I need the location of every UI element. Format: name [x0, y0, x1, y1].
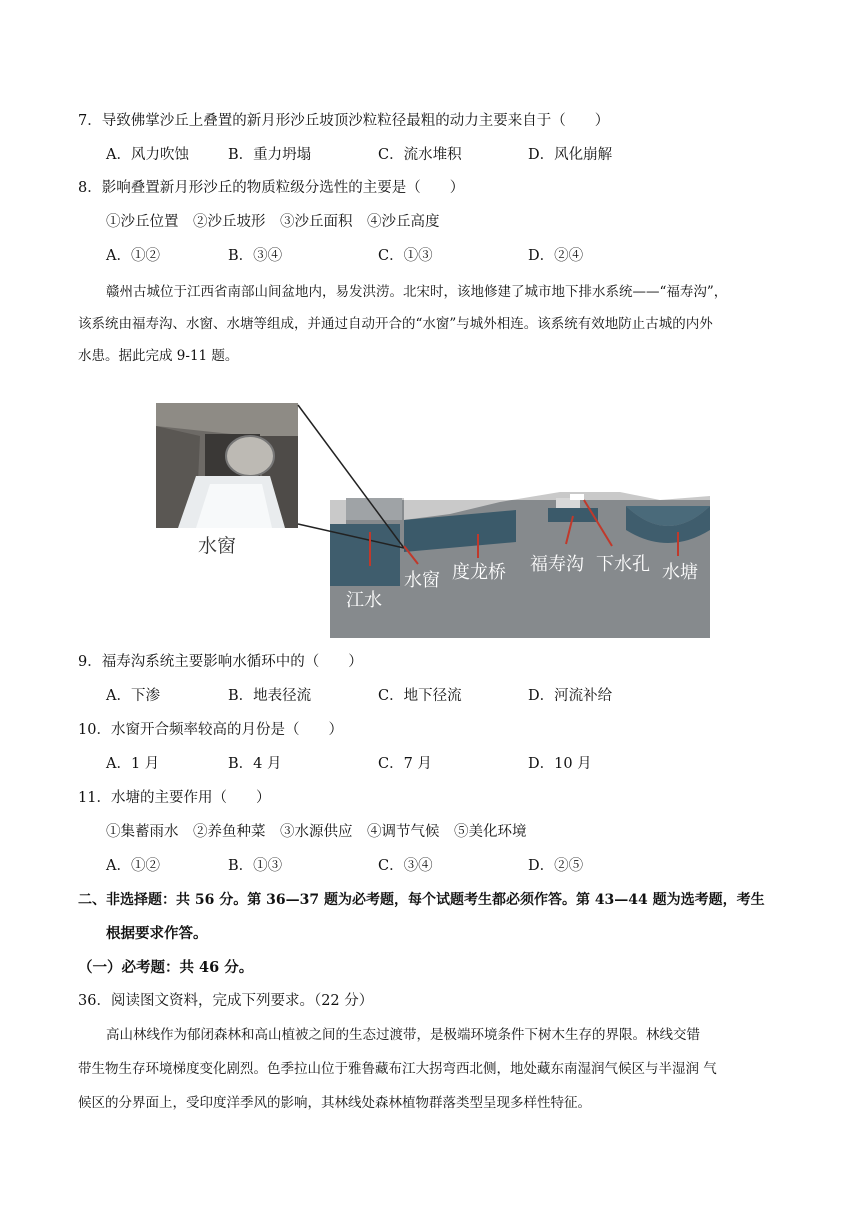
- q11-items: ①集蓄雨水 ②养鱼种菜 ③水源供应 ④调节气候 ⑤美化环境: [106, 824, 527, 840]
- q7-option-d[interactable]: D．风化崩解: [528, 147, 613, 163]
- q11-option-b[interactable]: B．①③: [228, 858, 283, 874]
- section2-heading-cont: 根据要求作答。: [106, 925, 208, 942]
- passage-line-1: 赣州古城位于江西省南部山间盆地内，易发洪涝。北宋时，该地修建了城市地下排水系统——“福寿沟”，: [106, 284, 728, 300]
- q8-option-c[interactable]: C．①③: [378, 248, 433, 264]
- q8-option-b[interactable]: B．③④: [228, 248, 283, 264]
- q11-stem: 11．水塘的主要作用（ ）: [78, 790, 271, 806]
- label-water-window: 水窗: [404, 570, 440, 591]
- q8-option-d[interactable]: D．②④: [528, 248, 584, 264]
- q10-option-c[interactable]: C．7 月: [378, 756, 432, 772]
- q7-option-b[interactable]: B．重力坍塌: [228, 147, 312, 163]
- q10-option-d[interactable]: D．10 月: [528, 756, 592, 772]
- q36-para-line-1: 高山林线作为郁闭森林和高山植被之间的生态过渡带，是极端环境条件下树木生存的界限。林线交错: [106, 1027, 700, 1043]
- label-dulong-bridge: 度龙桥: [452, 562, 506, 583]
- q8-items: ①沙丘位置 ②沙丘坡形 ③沙丘面积 ④沙丘高度: [106, 214, 440, 230]
- q9-stem: 9．福寿沟系统主要影响水循环中的（ ）: [78, 654, 363, 670]
- cross-section: [330, 492, 710, 638]
- section2-heading: 二、非选择题：共 56 分。第 36—37 题为必考题，每个试题考生都必须作答。第 43—44 题为选考题，考生: [78, 892, 765, 908]
- q9-option-b[interactable]: B．地表径流: [228, 688, 312, 704]
- q7-stem: 7．导致佛掌沙丘上叠置的新月形沙丘坡顶沙粒粒径最粗的动力主要来自于（ ）: [78, 113, 610, 129]
- q36-stem: 36．阅读图文资料，完成下列要求。（22 分）: [78, 993, 374, 1009]
- label-river: 江水: [346, 590, 382, 611]
- q11-option-a[interactable]: A．①②: [106, 858, 160, 874]
- q10-option-a[interactable]: A．1 月: [106, 756, 160, 772]
- label-fushou-ditch: 福寿沟: [530, 554, 584, 575]
- q11-option-c[interactable]: C．③④: [378, 858, 433, 874]
- water-window-photo: [156, 403, 298, 528]
- inset-label: 水窗: [198, 535, 237, 557]
- passage-line-3: 水患。据此完成 9-11 题。: [78, 348, 239, 364]
- fushou-drainage-figure: [0, 396, 860, 656]
- q8-option-a[interactable]: A．①②: [106, 248, 160, 264]
- q9-option-c[interactable]: C．地下径流: [378, 688, 462, 704]
- q7-option-a[interactable]: A．风力吹蚀: [106, 147, 189, 163]
- q10-stem: 10．水窗开合频率较高的月份是（ ）: [78, 722, 343, 738]
- q11-option-d[interactable]: D．②⑤: [528, 858, 584, 874]
- q36-para-line-3: 候区的分界面上，受印度洋季风的影响，其林线处森林植物群落类型呈现多样性特征。: [78, 1095, 591, 1111]
- label-drain-hole: 下水孔: [596, 554, 650, 575]
- q10-option-b[interactable]: B．4 月: [228, 756, 282, 772]
- q36-para-line-2: 带生物生存环境梯度变化剧烈。色季拉山位于雅鲁藏布江大拐弯西北侧，地处藏东南湿润气候区与半湿润 气: [78, 1061, 717, 1077]
- q9-option-a[interactable]: A．下渗: [106, 688, 160, 704]
- q7-option-c[interactable]: C．流水堆积: [378, 147, 462, 163]
- q9-option-d[interactable]: D．河流补给: [528, 688, 613, 704]
- passage-line-2: 该系统由福寿沟、水窗、水塘等组成，并通过自动开合的“水窗”与城外相连。该系统有效地防止古城的内外: [78, 316, 713, 332]
- q8-stem: 8．影响叠置新月形沙丘的物质粒级分选性的主要是（ ）: [78, 180, 465, 196]
- label-pond: 水塘: [662, 562, 698, 583]
- section2-subheading: （一）必考题：共 46 分。: [78, 959, 254, 976]
